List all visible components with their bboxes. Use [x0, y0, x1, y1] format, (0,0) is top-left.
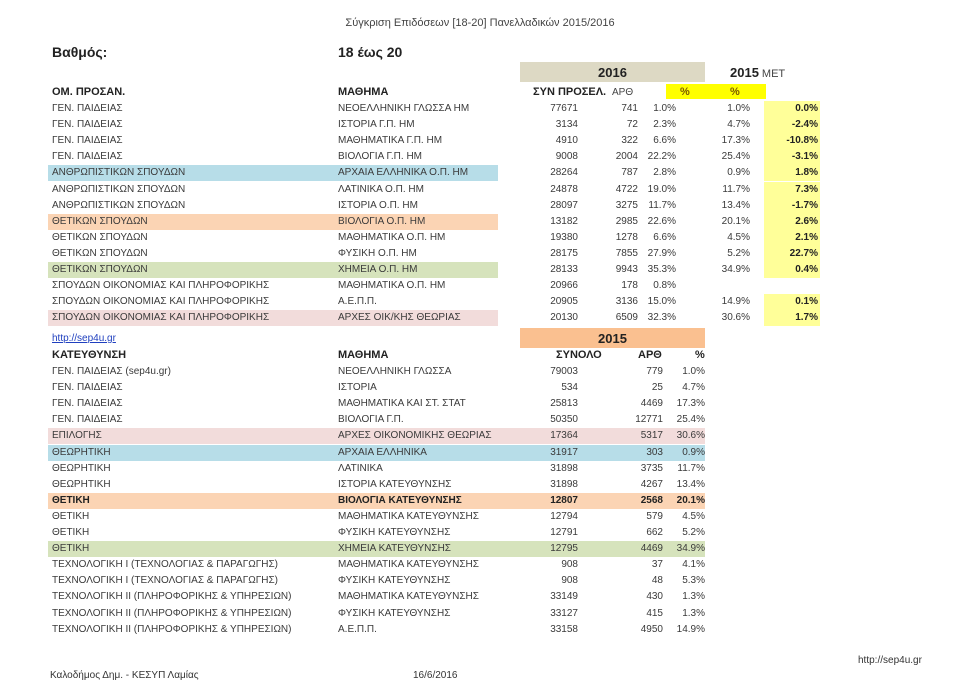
table-row — [48, 477, 708, 493]
pct-2015-cell: 13.4% — [721, 199, 750, 211]
excellent-cell: 579 — [646, 510, 663, 522]
diff-cell: 0.1% — [795, 296, 818, 308]
total-cell: 79003 — [550, 366, 578, 377]
excellent-cell: 5317 — [640, 430, 663, 442]
excellent-cell: 4950 — [640, 623, 663, 635]
pct-cell: 34.9% — [676, 543, 705, 555]
excellent-cell: 3735 — [640, 462, 663, 474]
total-cell: 13182 — [550, 215, 578, 227]
col-header-pct-2015b: % — [695, 349, 705, 361]
group-cell: ΘΕΩΡΗΤΙΚΗ — [52, 478, 111, 490]
table-row — [48, 294, 818, 310]
pct-2016-cell: 32.3% — [647, 312, 676, 324]
pct-2016-cell: 2.3% — [653, 119, 676, 131]
subject-cell: ΒΙΟΛΟΓΙΑ Ο.Π. ΗΜ — [338, 215, 426, 227]
total-cell: 28175 — [550, 247, 578, 259]
pct-2015-cell: 17.3% — [721, 135, 750, 147]
table-row — [48, 149, 818, 165]
diff-cell: -3.1% — [791, 151, 818, 163]
pct-2015-cell: 4.5% — [727, 231, 750, 243]
diff-cell: 1.7% — [795, 312, 818, 324]
pct-2015-cell: 34.9% — [721, 264, 750, 275]
group-cell: ΤΕΧΝΟΛΟΓΙΚΗ Ι (ΤΕΧΝΟΛΟΓΙΑΣ & ΠΑΡΑΓΩΓΗΣ) — [52, 575, 278, 587]
group-cell: ΤΕΧΝΟΛΟΓΙΚΗ ΙΙ (ΠΛΗΡΟΦΟΡΙΚΗΣ & ΥΠΗΡΕΣΙΩΝ) — [52, 623, 292, 635]
total-cell: 31917 — [550, 446, 578, 458]
table-row — [48, 589, 708, 605]
pct-2016-cell: 0.8% — [653, 280, 676, 292]
group-cell: ΘΕΤΙΚΩΝ ΣΠΟΥΔΩΝ — [52, 231, 148, 243]
group-cell: ΘΕΤΙΚΗ — [52, 494, 90, 506]
group-cell: ΣΠΟΥΔΩΝ ΟΙΚΟΝΟΜΙΑΣ ΚΑΙ ΠΛΗΡΟΦΟΡΙΚΗΣ — [52, 312, 270, 324]
pct-2016-cell: 22.2% — [647, 151, 676, 163]
excellent-cell: 1278 — [615, 231, 638, 243]
col-header-pct-2016: % — [680, 86, 690, 98]
group-cell: ΑΝΘΡΩΠΙΣΤΙΚΩΝ ΣΠΟΥΔΩΝ — [52, 183, 186, 195]
table-row — [48, 133, 818, 149]
subject-cell: ΙΣΤΟΡΙΑ — [338, 382, 377, 394]
subject-cell: ΑΡΧΕΣ ΟΙΚ/ΚΗΣ ΘΕΩΡΙΑΣ — [338, 312, 461, 324]
pct-2016-cell: 27.9% — [647, 247, 676, 259]
subject-cell: ΜΑΘΗΜΑΤΙΚΑ ΚΑΤΕΥΘΥΝΣΗΣ — [338, 559, 479, 571]
subject-cell: ΒΙΟΛΟΓΙΑ Γ.Π. — [338, 414, 404, 426]
table-row — [48, 525, 708, 541]
subject-cell: ΝΕΟΕΛΛΗΝΙΚΗ ΓΛΩΣΣΑ ΗΜ — [338, 103, 470, 114]
total-cell: 12794 — [550, 510, 578, 522]
diff-cell: -1.7% — [791, 199, 818, 211]
diff-cell: 22.7% — [789, 247, 818, 259]
excellent-cell: 415 — [646, 607, 663, 619]
col-header-total-2015: ΣΥΝΟΛΟ — [556, 349, 602, 361]
grade-label: Βαθμός: — [52, 44, 108, 60]
excellent-cell: 662 — [646, 527, 663, 538]
subject-cell: ΛΑΤΙΝΙΚΑ Ο.Π. ΗΜ — [338, 183, 424, 195]
table-row — [48, 310, 818, 326]
pct-2016-cell: 1.0% — [653, 103, 676, 114]
table-row — [48, 557, 708, 573]
pct-cell: 4.7% — [682, 382, 705, 394]
subject-cell: ΜΑΘΗΜΑΤΙΚΑ Ο.Π. ΗΜ — [338, 280, 446, 292]
excellent-cell: 303 — [646, 446, 663, 458]
pct-cell: 14.9% — [676, 623, 705, 635]
total-cell: 33158 — [550, 623, 578, 635]
year-2015-label: 2015 — [730, 65, 759, 80]
pct-cell: 1.3% — [682, 607, 705, 619]
table-row — [48, 364, 708, 380]
diff-cell: -2.4% — [791, 119, 818, 131]
pct-2015-cell: 5.2% — [727, 247, 750, 259]
pct-2016-cell: 11.7% — [648, 199, 676, 211]
excellent-cell: 3136 — [615, 296, 638, 308]
total-cell: 28264 — [550, 167, 578, 179]
pct-cell: 13.4% — [676, 478, 705, 490]
total-cell: 50350 — [550, 414, 578, 426]
col-header-total: ΣΥΝ ΠΡΟΣΕΛ. — [533, 86, 607, 98]
group-cell: ΓΕΝ. ΠΑΙΔΕΙΑΣ — [52, 135, 123, 147]
group-cell: ΓΕΝ. ΠΑΙΔΕΙΑΣ — [52, 151, 123, 163]
total-cell: 33149 — [550, 591, 578, 603]
table-row — [48, 165, 818, 181]
group-cell: ΘΕΤΙΚΩΝ ΣΠΟΥΔΩΝ — [52, 247, 148, 259]
table-row — [48, 445, 708, 461]
pct-cell: 1.3% — [682, 591, 705, 603]
total-cell: 4910 — [555, 135, 578, 147]
pct-2016-cell: 15.0% — [647, 296, 676, 308]
group-cell: ΑΝΘΡΩΠΙΣΤΙΚΩΝ ΣΠΟΥΔΩΝ — [52, 199, 186, 211]
diff-cell: 7.3% — [795, 183, 818, 195]
subject-cell: ΜΑΘΗΜΑΤΙΚΑ Ο.Π. ΗΜ — [338, 231, 446, 243]
excellent-cell: 4469 — [640, 543, 663, 555]
group-cell: ΘΕΤΙΚΩΝ ΣΠΟΥΔΩΝ — [52, 215, 148, 227]
subject-cell: ΑΡΧΕΣ ΟΙΚΟΝΟΜΙΚΗΣ ΘΕΩΡΙΑΣ — [338, 430, 492, 442]
group-cell: ΘΕΩΡΗΤΙΚΗ — [52, 446, 111, 458]
table-row — [48, 541, 708, 557]
met-label: ΜΕΤ — [761, 68, 786, 80]
table-row — [48, 573, 708, 589]
group-cell: ΣΠΟΥΔΩΝ ΟΙΚΟΝΟΜΙΑΣ ΚΑΙ ΠΛΗΡΟΦΟΡΙΚΗΣ — [52, 280, 270, 292]
pct-2015-cell: 30.6% — [721, 312, 750, 324]
pct-2015-cell: 4.7% — [727, 119, 750, 131]
group-cell: ΑΝΘΡΩΠΙΣΤΙΚΩΝ ΣΠΟΥΔΩΝ — [52, 167, 186, 179]
col-header-direction: ΚΑΤΕΥΘΥΝΣΗ — [52, 349, 127, 361]
col-header-subject-2015: ΜΑΘΗΜΑ — [338, 349, 389, 361]
subject-cell: ΑΡΧΑΙΑ ΕΛΛΗΝΙΚΑ — [338, 446, 427, 458]
pct-2015-cell: 11.7% — [722, 183, 750, 195]
col-header-excellent-2015: ΑΡΘ — [638, 349, 662, 361]
pct-cell: 1.0% — [682, 366, 705, 377]
footer-date: 16/6/2016 — [413, 670, 458, 681]
diff-cell: 2.6% — [795, 215, 818, 227]
table-row — [48, 278, 708, 294]
table-row — [48, 101, 818, 117]
pct-2015-cell: 1.0% — [727, 103, 750, 114]
year-2015-compare-header — [730, 62, 785, 85]
excellent-cell: 12771 — [635, 414, 663, 426]
group-cell: ΣΠΟΥΔΩΝ ΟΙΚΟΝΟΜΙΑΣ ΚΑΙ ΠΛΗΡΟΦΟΡΙΚΗΣ — [52, 296, 270, 308]
subject-cell: Α.Ε.Π.Π. — [338, 296, 377, 308]
pct-cell: 20.1% — [676, 494, 705, 506]
subject-cell: ΧΗΜΕΙΑ Ο.Π. ΗΜ — [338, 264, 418, 275]
excellent-cell: 9943 — [615, 264, 638, 275]
pct-2015-cell: 14.9% — [721, 296, 750, 308]
total-cell: 20966 — [550, 280, 578, 292]
subject-cell: ΒΙΟΛΟΓΙΑ Γ.Π. ΗΜ — [338, 151, 422, 163]
table-row — [48, 461, 708, 477]
excellent-cell: 178 — [621, 280, 638, 292]
col-header-excellent: ΑΡΘ — [612, 87, 634, 98]
pct-2016-cell: 35.3% — [647, 264, 676, 275]
total-cell: 77671 — [550, 103, 578, 114]
table-row — [48, 380, 708, 396]
pct-cell: 11.7% — [677, 462, 705, 474]
table-row — [48, 182, 818, 198]
excellent-cell: 4469 — [640, 398, 663, 410]
table-row — [48, 428, 708, 444]
subject-cell: ΒΙΟΛΟΓΙΑ ΚΑΤΕΥΘΥΝΣΗΣ — [338, 494, 462, 506]
excellent-cell: 37 — [651, 559, 663, 571]
excellent-cell: 3275 — [615, 199, 638, 211]
total-cell: 24878 — [550, 183, 578, 195]
table-row — [48, 198, 818, 214]
excellent-cell: 72 — [626, 119, 638, 131]
subject-cell: ΦΥΣΙΚΗ Ο.Π. ΗΜ — [338, 247, 417, 259]
grade-range: 18 έως 20 — [338, 44, 403, 60]
document-title: Σύγκριση Επιδόσεων [18-20] Πανελλαδικών 2015/2016 — [345, 17, 615, 29]
excellent-cell: 2004 — [615, 151, 638, 163]
excellent-cell: 322 — [621, 135, 638, 147]
excellent-cell: 779 — [646, 366, 663, 377]
total-cell: 19380 — [550, 231, 578, 243]
pct-2016-cell: 6.6% — [653, 231, 676, 243]
group-cell: ΓΕΝ. ΠΑΙΔΕΙΑΣ — [52, 398, 123, 410]
col-header-pct-2015: % — [730, 86, 740, 98]
col-header-subject: ΜΑΘΗΜΑ — [338, 86, 389, 98]
excellent-cell: 2568 — [640, 494, 663, 506]
total-cell: 31898 — [550, 478, 578, 490]
total-cell: 28097 — [550, 199, 578, 211]
table-row — [48, 606, 708, 622]
excellent-cell: 48 — [651, 575, 663, 587]
group-cell: ΘΕΤΙΚΗ — [52, 510, 90, 522]
group-cell: ΤΕΧΝΟΛΟΓΙΚΗ Ι (ΤΕΧΝΟΛΟΓΙΑΣ & ΠΑΡΑΓΩΓΗΣ) — [52, 559, 278, 571]
group-cell: ΓΕΝ. ΠΑΙΔΕΙΑΣ — [52, 382, 123, 394]
year-2016-header: 2016 — [520, 62, 705, 82]
pct-2015-cell: 20.1% — [721, 215, 750, 227]
subject-cell: ΙΣΤΟΡΙΑ Ο.Π. ΗΜ — [338, 199, 418, 211]
footer-author: Καλοδήμος Δημ. - ΚΕΣΥΠ Λαμίας — [50, 670, 199, 681]
table-row — [48, 509, 708, 525]
excellent-cell: 6509 — [615, 312, 638, 324]
pct-2015-cell: 25.4% — [721, 151, 750, 163]
subject-cell: ΧΗΜΕΙΑ ΚΑΤΕΥΘΥΝΣΗΣ — [338, 543, 451, 555]
diff-cell: 0.4% — [795, 264, 818, 275]
subject-cell: ΛΑΤΙΝΙΚΑ — [338, 462, 383, 474]
total-cell: 908 — [561, 559, 578, 571]
table-row — [48, 214, 818, 230]
pct-2016-cell: 22.6% — [647, 215, 676, 227]
group-cell: ΓΕΝ. ΠΑΙΔΕΙΑΣ — [52, 119, 123, 131]
group-cell: ΘΕΤΙΚΩΝ ΣΠΟΥΔΩΝ — [52, 264, 148, 275]
group-cell: ΓΕΝ. ΠΑΙΔΕΙΑΣ — [52, 414, 123, 426]
total-cell: 9008 — [555, 151, 578, 163]
group-cell: ΘΕΩΡΗΤΙΚΗ — [52, 462, 111, 474]
table-row — [48, 493, 708, 509]
subject-cell: ΑΡΧΑΙΑ ΕΛΛΗΝΙΚΑ Ο.Π. ΗΜ — [338, 167, 469, 179]
group-cell: ΓΕΝ. ΠΑΙΔΕΙΑΣ (sep4u.gr) — [52, 366, 171, 377]
diff-cell: 2.1% — [795, 231, 818, 243]
footer-url: http://sep4u.gr — [858, 655, 922, 666]
total-cell: 28133 — [550, 264, 578, 275]
pct-cell: 5.3% — [682, 575, 705, 587]
pct-2016-cell: 19.0% — [647, 183, 676, 195]
pct-2015-cell: 0.9% — [727, 167, 750, 179]
excellent-cell: 4722 — [615, 183, 638, 195]
total-cell: 17364 — [550, 430, 578, 442]
subject-cell: ΦΥΣΙΚΗ ΚΑΤΕΥΘΥΝΣΗΣ — [338, 575, 451, 587]
total-cell: 12795 — [550, 543, 578, 555]
group-cell: ΓΕΝ. ΠΑΙΔΕΙΑΣ — [52, 103, 123, 114]
pct-2016-cell: 2.8% — [653, 167, 676, 179]
total-cell: 3134 — [555, 119, 578, 131]
excellent-cell: 741 — [621, 103, 638, 114]
year-2015-header: 2015 — [520, 328, 705, 348]
table-row — [48, 396, 708, 412]
subject-cell: ΝΕΟΕΛΛΗΝΙΚΗ ΓΛΩΣΣΑ — [338, 366, 452, 377]
table-row — [48, 262, 818, 278]
total-cell: 534 — [561, 382, 578, 394]
pct-cell: 4.5% — [682, 510, 705, 522]
excellent-cell: 7855 — [615, 247, 638, 259]
pct-cell: 4.1% — [682, 559, 705, 571]
total-cell: 20130 — [550, 312, 578, 324]
group-cell: ΕΠΙΛΟΓΗΣ — [52, 430, 102, 442]
subject-cell: ΙΣΤΟΡΙΑ Γ.Π. ΗΜ — [338, 119, 415, 131]
subject-cell: Α.Ε.Π.Π. — [338, 623, 377, 635]
subject-cell: ΙΣΤΟΡΙΑ ΚΑΤΕΥΘΥΝΣΗΣ — [338, 478, 452, 490]
excellent-cell: 4267 — [640, 478, 663, 490]
table-row — [48, 622, 708, 638]
diff-cell: 1.8% — [795, 167, 818, 179]
group-cell: ΘΕΤΙΚΗ — [52, 543, 90, 555]
table-row — [48, 117, 818, 133]
total-cell: 12807 — [550, 494, 578, 506]
table-row — [48, 412, 708, 428]
excellent-cell: 2985 — [615, 215, 638, 227]
diff-cell: 0.0% — [795, 103, 818, 114]
subject-cell: ΜΑΘΗΜΑΤΙΚΑ ΚΑΤΕΥΘΥΝΣΗΣ — [338, 510, 479, 522]
subject-cell: ΦΥΣΙΚΗ ΚΑΤΕΥΘΥΝΣΗΣ — [338, 527, 451, 538]
subject-cell: ΜΑΘΗΜΑΤΙΚΑ Γ.Π. ΗΜ — [338, 135, 443, 147]
group-cell: ΤΕΧΝΟΛΟΓΙΚΗ ΙΙ (ΠΛΗΡΟΦΟΡΙΚΗΣ & ΥΠΗΡΕΣΙΩΝ) — [52, 591, 292, 603]
excellent-cell: 25 — [651, 382, 663, 394]
pct-cell: 5.2% — [682, 527, 705, 538]
total-cell: 908 — [561, 575, 578, 587]
subject-cell: ΜΑΘΗΜΑΤΙΚΑ ΚΑΙ ΣΤ. ΣΤΑΤ — [338, 398, 466, 410]
total-cell: 20905 — [550, 296, 578, 308]
total-cell: 33127 — [550, 607, 578, 619]
table-row — [48, 230, 818, 246]
pct-cell: 17.3% — [676, 398, 705, 410]
total-cell: 25813 — [550, 398, 578, 410]
pct-cell: 30.6% — [676, 430, 705, 442]
table-row — [48, 246, 818, 262]
subject-cell: ΜΑΘΗΜΑΤΙΚΑ ΚΑΤΕΥΘΥΝΣΗΣ — [338, 591, 479, 603]
col-header-group: ΟΜ. ΠΡΟΣΑΝ. — [52, 86, 126, 98]
group-cell: ΘΕΤΙΚΗ — [52, 527, 90, 538]
total-cell: 31898 — [550, 462, 578, 474]
diff-cell: -10.8% — [786, 135, 818, 147]
total-cell: 12791 — [550, 527, 578, 538]
sep4u-link[interactable]: http://sep4u.gr — [52, 333, 116, 344]
group-cell: ΤΕΧΝΟΛΟΓΙΚΗ ΙΙ (ΠΛΗΡΟΦΟΡΙΚΗΣ & ΥΠΗΡΕΣΙΩΝ) — [52, 607, 292, 619]
pct-cell: 0.9% — [682, 446, 705, 458]
excellent-cell: 787 — [621, 167, 638, 179]
pct-cell: 25.4% — [676, 414, 705, 426]
excellent-cell: 430 — [646, 591, 663, 603]
subject-cell: ΦΥΣΙΚΗ ΚΑΤΕΥΘΥΝΣΗΣ — [338, 607, 451, 619]
pct-2016-cell: 6.6% — [653, 135, 676, 147]
